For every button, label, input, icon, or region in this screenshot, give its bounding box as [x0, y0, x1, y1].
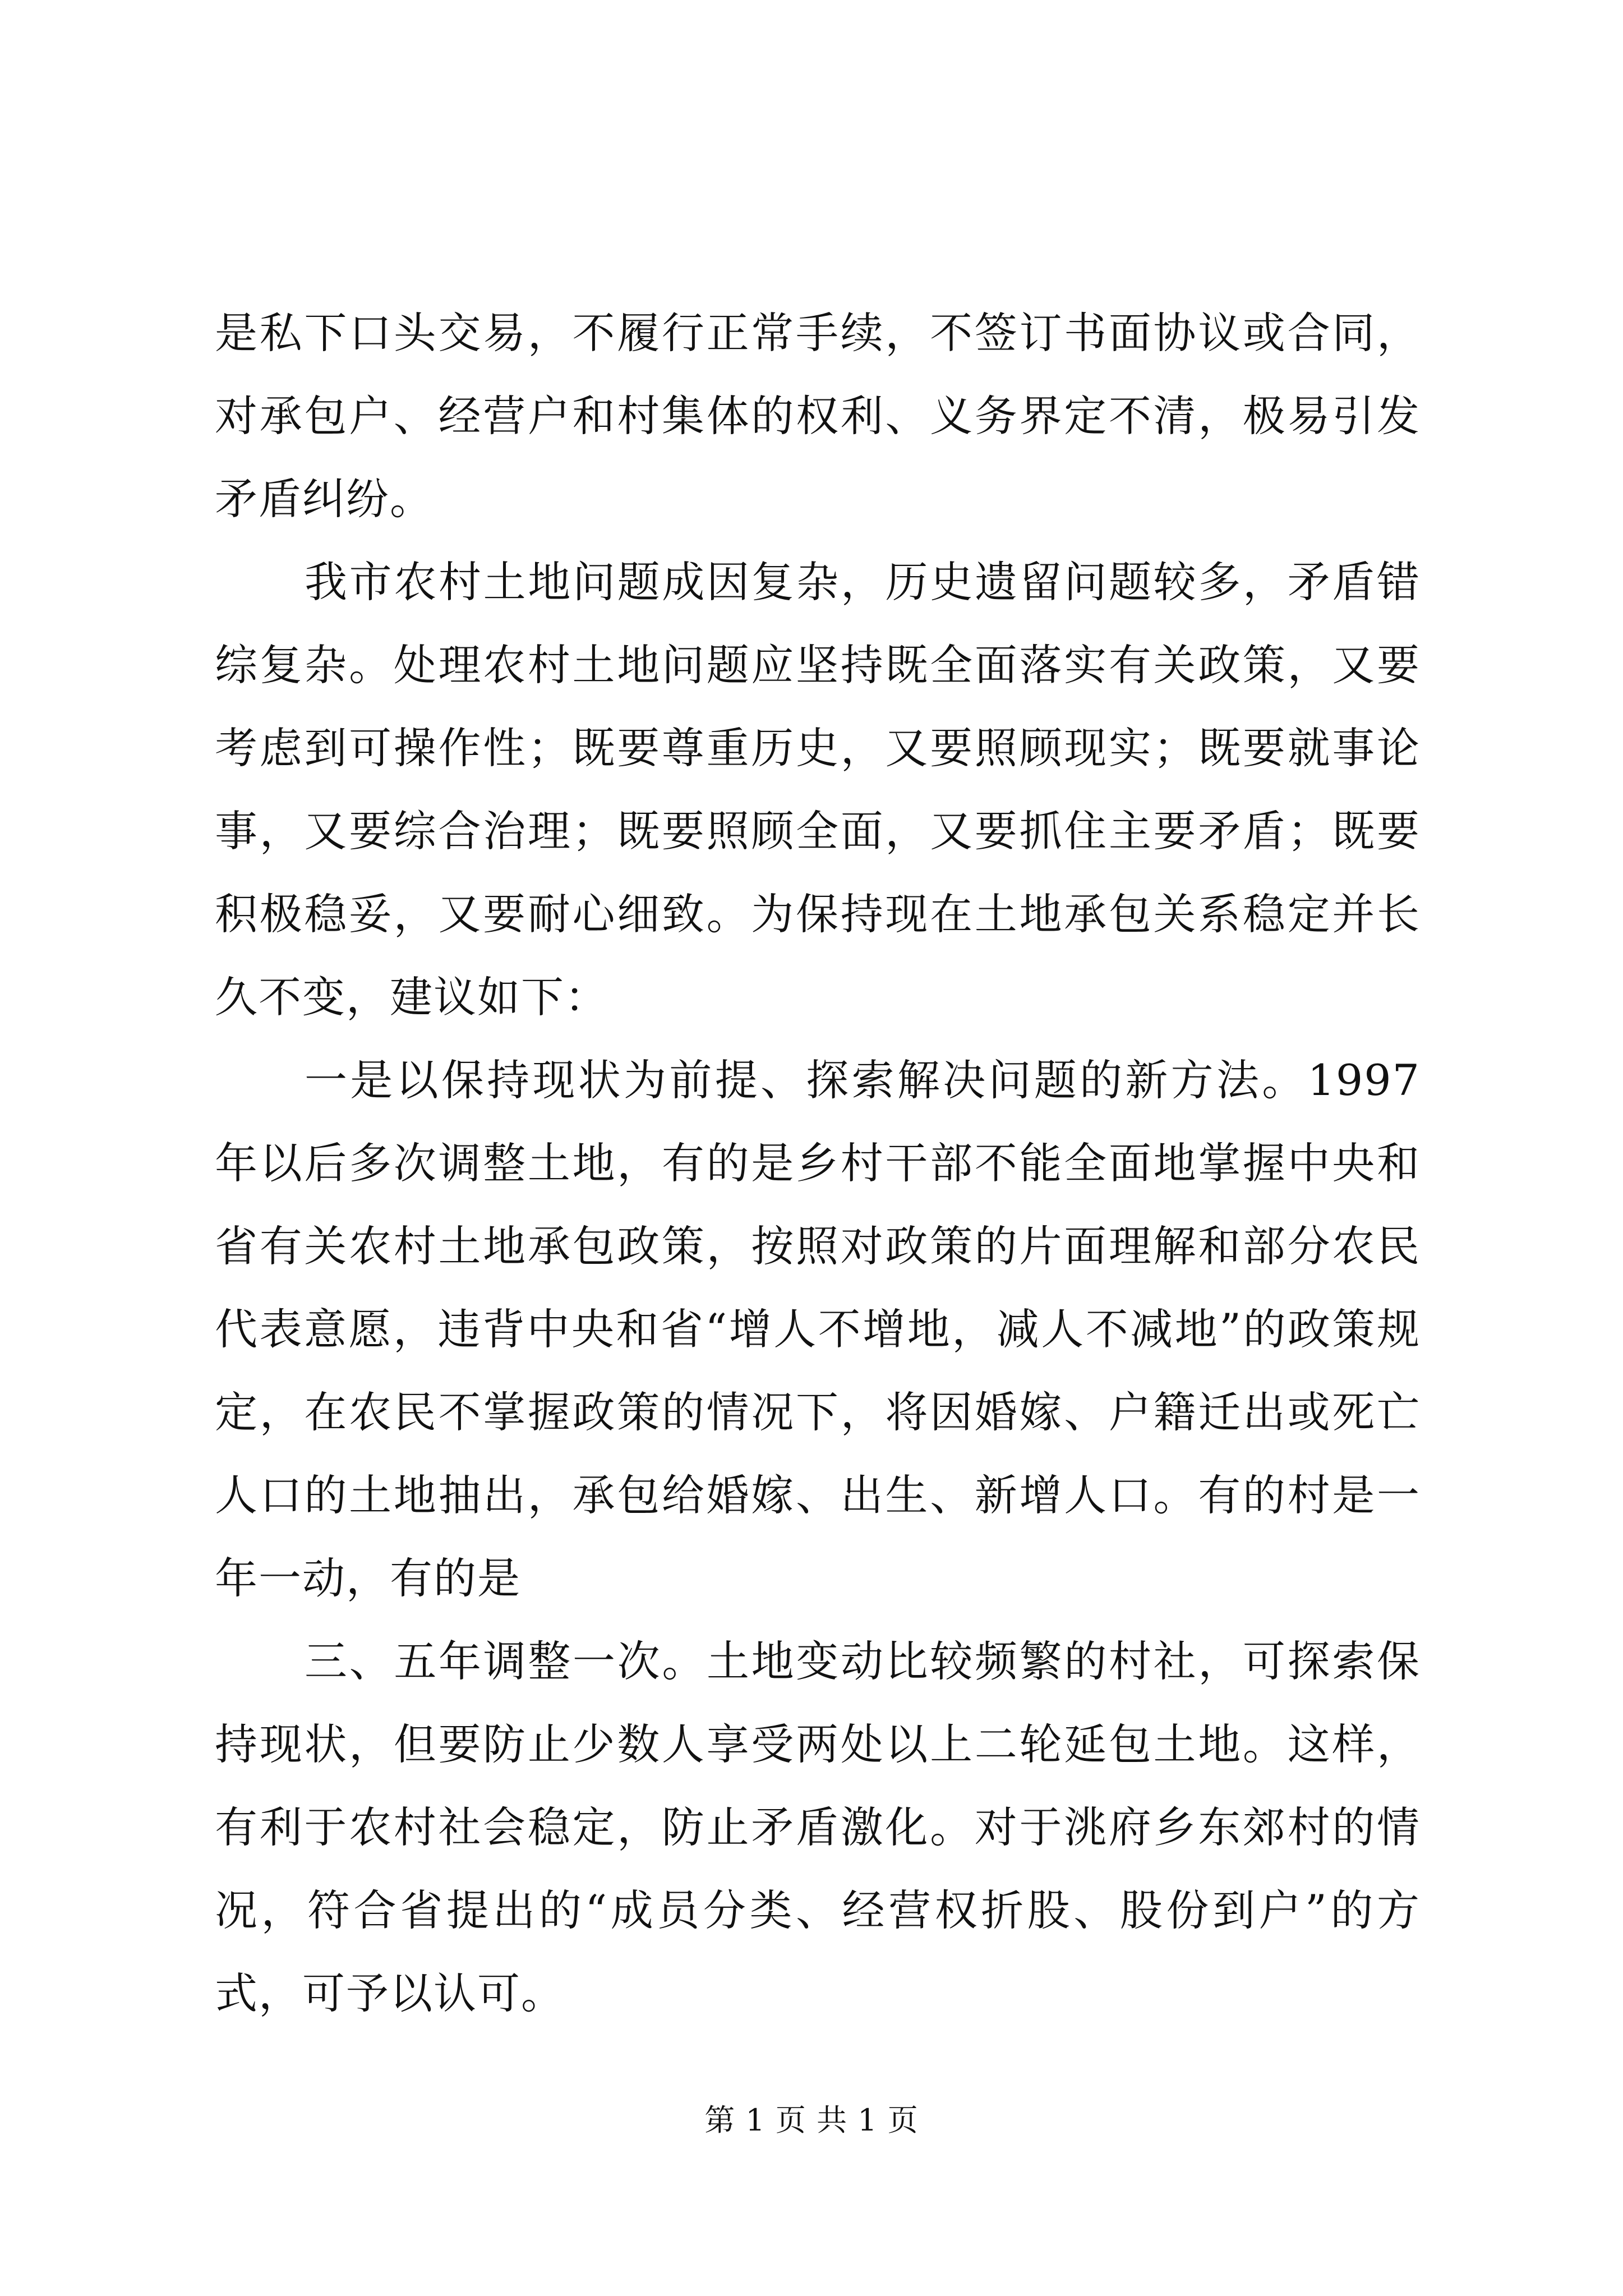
- paragraph-2: 我市农村土地问题成因复杂，历史遗留问题较多，矛盾错综复杂。处理农村土地问题应坚持既全面落实有关政策，又要考虑到可操作性；既要尊重历史，又要照顾现实；既要就事论事，又要综合治理；既要照顾全面，又要抓住主要矛盾；既要积极稳妥，又要耐心细致。为保持现在土地承包关系稳定并长久不变，建议如下：: [215, 557, 1421, 1022]
- paragraph-4: 三、五年调整一次。土地变动比较频繁的村社，可探索保持现状，但要防止少数人享受两处以上二轮延包土地。这样，有利于农村社会稳定，防止矛盾激化。对于洮府乡东郊村的情况，符合省提出的“成员分类、经营权折股、股份到户”的方式，可予以认可。: [215, 1636, 1421, 2018]
- paragraph-1: 是私下口头交易，不履行正常手续，不签订书面协议或合同，对承包户、经营户和村集体的权利、义务界定不清，极易引发矛盾纠纷。: [215, 308, 1421, 524]
- page-footer: 第 1 页 共 1 页: [704, 2102, 919, 2138]
- document-body: [215, 292, 1421, 2035]
- paragraph-3: 一是以保持现状为前提、探索解决问题的新方法。1997 年以后多次调整土地，有的是乡村干部不能全面地掌握中央和省有关农村土地承包政策，按照对政策的片面理解和部分农民代表意愿，违背中央和省“增人不增地，减人不减地”的政策规定，在农民不掌握政策的情况下，将因婚嫁、户籍迁出或死亡人口的土地抽出，承包给婚嫁、出生、新增人口。有的村是一年一动，有的是: [215, 1055, 1421, 1603]
